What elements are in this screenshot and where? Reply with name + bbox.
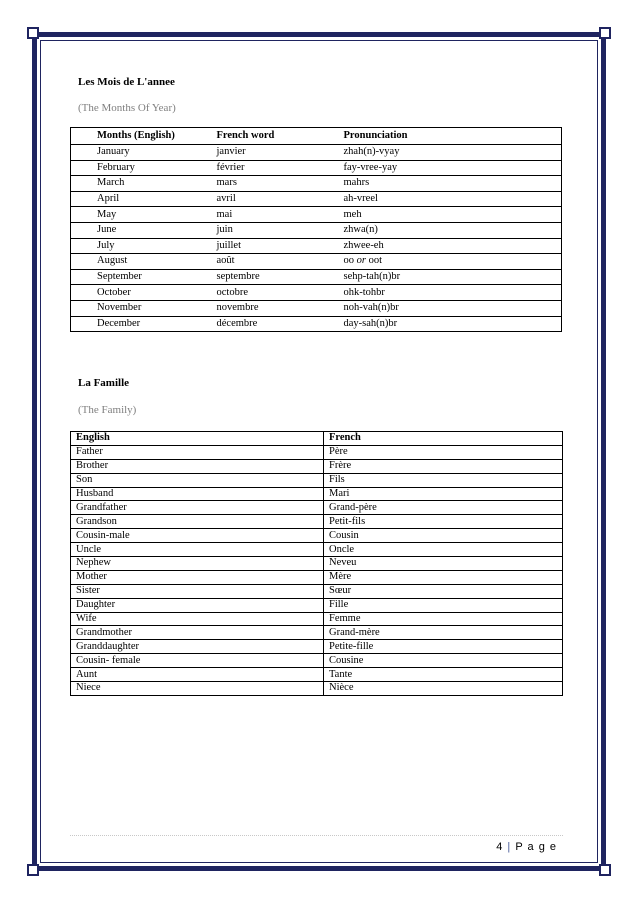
table-cell: Father [71,445,324,459]
table-cell: Grandson [71,515,324,529]
table-row [71,222,562,238]
table-cell: Grandmother [71,626,324,640]
border-corner-ornament [27,27,39,39]
table-header-row [71,128,562,145]
table-cell: Mari [324,487,563,501]
table-cell: Granddaughter [71,640,324,654]
table-cell: September [97,271,142,283]
table-cell: August [97,255,128,267]
table-cell: ohk-tohbr [343,286,385,298]
table-cell: June [97,224,117,236]
page-number: 4 [496,841,504,853]
table-cell: Mother [71,570,324,584]
header-cell: English [71,432,324,446]
table-cell: Sister [71,584,324,598]
table-row [71,515,563,529]
table-row [71,529,563,543]
months-heading: Les Mois de L'annee [78,76,175,88]
table-cell: July [97,239,115,251]
page-label: P a g e [515,841,557,853]
table-row [71,316,562,332]
table-row [71,459,563,473]
table-row [71,473,563,487]
table-cell: avril [216,193,236,205]
header-cell: French word [216,130,275,141]
table-cell: novembre [216,302,259,314]
table-cell: juillet [216,239,241,251]
table-row [71,501,563,515]
table-cell: Grand-mère [324,626,563,640]
table-row [71,269,562,285]
table-cell: février [216,161,245,173]
table-cell: Tante [324,668,563,682]
table-cell: October [97,286,131,298]
border-corner-ornament [599,27,611,39]
table-cell: Femme [324,612,563,626]
table-row [71,654,563,668]
table-cell: décembre [216,317,258,329]
table-cell: Husband [71,487,324,501]
table-cell: Neveu [324,557,563,571]
table-row [71,543,563,557]
table-cell: Daughter [71,598,324,612]
table-cell: Cousin-male [71,529,324,543]
table-cell: Grand-père [324,501,563,515]
table-cell: Petit-fils [324,515,563,529]
header-cell: Pronunciation [343,130,408,141]
table-cell: Sœur [324,584,563,598]
table-cell: mai [216,208,233,220]
table-cell: zhah(n)-vyay [343,146,400,158]
table-cell: juin [216,224,233,236]
table-row [71,640,563,654]
table-cell: Petite-fille [324,640,563,654]
table-row [71,160,562,176]
table-cell: Son [71,473,324,487]
table-cell: day-sah(n)br [343,317,398,329]
page-footer [496,841,557,853]
table-cell: Père [324,445,563,459]
table-cell: Wife [71,612,324,626]
border-corner-ornament [27,864,39,876]
table-header-row [71,432,563,446]
table-row [71,570,563,584]
table-cell: March [97,177,125,189]
table-cell: Cousine [324,654,563,668]
table-row [71,285,562,301]
table-cell: mahrs [343,177,370,189]
table-row [71,207,562,223]
months-subheading: (The Months Of Year) [78,102,176,114]
table-cell: Niece [71,682,324,696]
table-cell: December [97,317,141,329]
table-row [71,682,563,696]
table-row [71,557,563,571]
table-cell: Nephew [71,557,324,571]
table-row [71,176,562,192]
table-cell: Fille [324,598,563,612]
table-row [71,254,562,270]
table-cell: fay-vree-yay [343,161,398,173]
table-cell: zhwa(n) [343,224,378,236]
table-row [71,191,562,207]
table-row [71,612,563,626]
table-row [71,145,562,161]
table-cell: sehp-tah(n)br [343,271,401,283]
table-row [71,300,562,316]
table-cell: Uncle [71,543,324,557]
table-row [71,487,563,501]
table-cell: ah-vreel [343,193,378,205]
table-cell: Nièce [324,682,563,696]
table-cell: septembre [216,271,260,283]
table-row [71,668,563,682]
table-cell: Grandfather [71,501,324,515]
family-subheading: (The Family) [78,404,137,416]
table-cell: Mère [324,570,563,584]
table-cell: April [97,193,120,205]
table-cell: octobre [216,286,248,298]
table-cell: Fils [324,473,563,487]
family-heading: La Famille [78,377,130,389]
months-table [70,127,562,332]
table-cell: Oncle [324,543,563,557]
table-cell: mars [216,177,237,189]
table-cell: août [216,255,235,267]
table-cell: oo or oot [343,255,383,267]
table-cell: Brother [71,459,324,473]
table-cell: meh [343,208,362,220]
table-cell: noh-vah(n)br [343,302,399,314]
table-cell: zhwee-eh [343,239,384,251]
table-cell: November [97,302,142,314]
footer-separator: | [507,841,512,853]
table-cell: Frère [324,459,563,473]
table-row [71,626,563,640]
family-table [70,431,563,696]
table-cell: Cousin [324,529,563,543]
table-cell: February [97,161,135,173]
table-row [71,584,563,598]
table-row [71,598,563,612]
border-corner-ornament [599,864,611,876]
table-cell: May [97,208,117,220]
table-row [71,445,563,459]
table-row [71,238,562,254]
header-cell: Months (English) [97,130,175,141]
header-cell: French [324,432,563,446]
footer-divider [70,835,563,836]
table-cell: janvier [216,146,246,158]
table-cell: January [97,146,130,158]
table-cell: Aunt [71,668,324,682]
table-cell: Cousin- female [71,654,324,668]
